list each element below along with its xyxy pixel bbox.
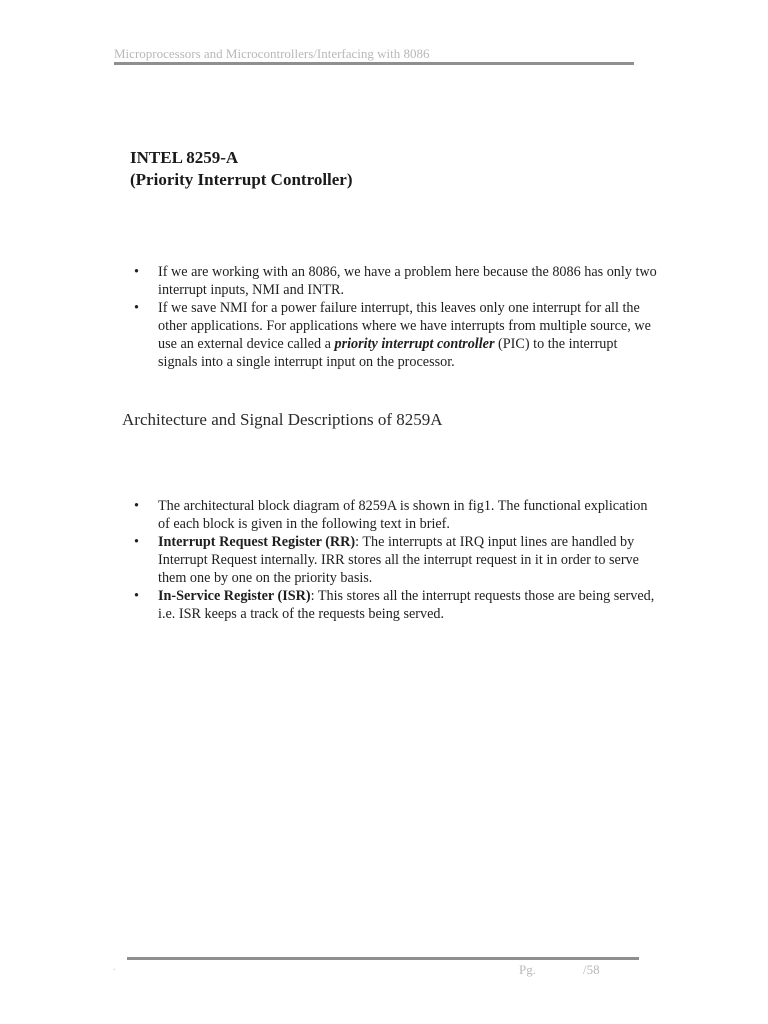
bullet-text-after: (PIC) to the interrupt signals into a single interrupt input on the processor. [158, 336, 618, 370]
list-item [130, 533, 660, 587]
list-item [130, 497, 660, 533]
document-title [130, 147, 353, 191]
bullet-marker: • [134, 264, 139, 280]
running-header: Microprocessors and Microcontrollers/Interfacing with 8086 [114, 46, 430, 61]
section-heading: Architecture and Signal Descriptions of 8259A [122, 410, 443, 429]
emphasis-term: priority interrupt controller [334, 336, 495, 352]
bullet-term: In-Service Register (ISR) [158, 588, 311, 604]
bullet-text: : This stores all the interrupt requests those are being served, i.e. ISR keeps a track of the requests being served. [158, 588, 655, 622]
bullet-marker: • [134, 300, 139, 316]
footer-rule [127, 957, 639, 960]
page-total: /58 [583, 962, 600, 977]
bullet-marker: • [134, 588, 139, 604]
architecture-bullet-list [130, 497, 660, 623]
bullet-text: If we are working with an 8086, we have a problem here because the 8086 has only two interrupt inputs, NMI and INTR. [158, 264, 657, 298]
list-item [130, 587, 660, 623]
page-label: Pg. [519, 962, 536, 977]
bullet-text: : The interrupts at IRQ input lines are handled by Interrupt Request internally. IRR stores all the interrupt request in it in order to serve them one by one on the priority basis. [158, 534, 639, 586]
bullet-marker: • [134, 534, 139, 550]
list-item [130, 299, 660, 371]
header-rule [114, 62, 634, 65]
bullet-text: The architectural block diagram of 8259A is shown in fig1. The functional explication of each block is given in the following text in brief. [158, 498, 648, 532]
intro-bullet-list [130, 263, 660, 371]
bullet-marker: • [134, 498, 139, 514]
bullet-text-before: If we save NMI for a power failure interrupt, this leaves only one interrupt for all the other applications. For applications where we have interrupts from multiple source, we use an external device called a [158, 300, 651, 352]
title-line-1: INTEL 8259-A [130, 148, 239, 167]
bullet-term: Interrupt Request Register (RR) [158, 534, 356, 550]
title-line-2: (Priority Interrupt Controller) [130, 170, 353, 189]
footer-mark: . [113, 962, 116, 973]
list-item [130, 263, 660, 299]
